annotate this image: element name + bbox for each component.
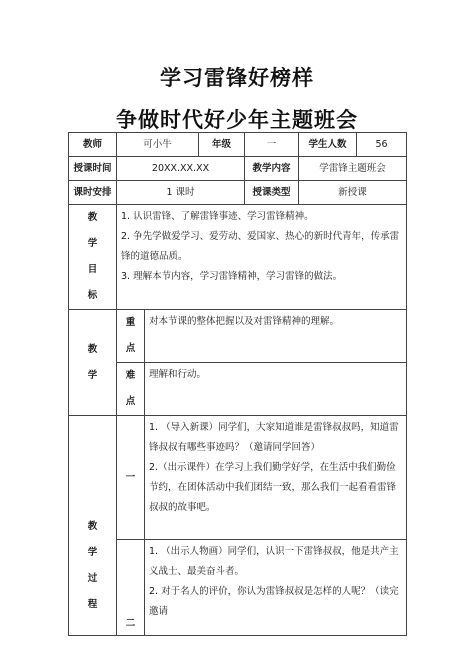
key-point-text: 对本节课的整体把握以及对雷锋精神的理解。 xyxy=(149,316,340,327)
info-row-1 xyxy=(69,133,407,157)
lesson-plan-table xyxy=(68,132,407,636)
process-step-2-row xyxy=(69,540,407,636)
grade-label: 年级 xyxy=(199,133,245,157)
focus-label-char: 学 xyxy=(87,369,98,381)
step-2-item: 1. （出示人物画）同学们，认识一下雷锋叔叔，他是共产主义战士、最美奋斗者。 xyxy=(149,546,399,577)
info-row-2 xyxy=(69,157,407,181)
objectives-label-char: 学 xyxy=(87,238,98,249)
focus-label-char: 教 xyxy=(87,343,98,355)
info-row-3 xyxy=(69,181,407,205)
objectives-content xyxy=(117,205,407,310)
objective-item: 1. 认识雷锋、了解雷锋事迹、学习雷锋精神。 xyxy=(121,211,314,222)
key-point-content xyxy=(145,310,407,363)
objective-item: 3. 理解本节内容，学习雷锋精神，学习雷锋的做法。 xyxy=(121,271,343,282)
key-point-label-char: 重 xyxy=(125,317,136,328)
difficult-point-label-char: 点 xyxy=(125,396,136,407)
step-1-item: 1. （导入新课）同学们，大家知道谁是雷锋叔叔吗，知道雷锋叔叔有哪些事迹吗？（邀请同学回答） xyxy=(149,422,399,453)
process-label-char: 学 xyxy=(87,546,98,558)
process-step-1-row xyxy=(69,416,407,540)
difficult-point-text: 理解和行动。 xyxy=(149,369,207,380)
teacher-value: 可小牛 xyxy=(117,133,199,157)
key-point-label xyxy=(117,310,145,363)
step-1-label: 一 xyxy=(117,416,145,540)
step-2-label: 二 xyxy=(117,540,145,636)
hours-value: 1 课时 xyxy=(117,181,245,205)
process-label-char: 教 xyxy=(87,520,98,532)
difficult-point-label xyxy=(117,363,145,416)
grade-value: 一 xyxy=(245,133,299,157)
title-line-2: 争做时代好少年主题班会 xyxy=(116,108,358,132)
type-label: 授课类型 xyxy=(245,181,299,205)
objectives-row xyxy=(69,205,407,310)
key-point-label-char: 点 xyxy=(125,343,136,354)
difficult-point-content xyxy=(145,363,407,416)
content-value: 学雷锋主题班会 xyxy=(299,157,407,181)
type-value: 新授课 xyxy=(299,181,407,205)
objectives-label-char: 目 xyxy=(87,264,98,275)
hours-label: 课时安排 xyxy=(69,181,117,205)
process-label xyxy=(69,416,117,636)
students-value: 56 xyxy=(357,133,407,157)
content-label: 教学内容 xyxy=(245,157,299,181)
process-label-char: 程 xyxy=(87,598,98,610)
step-2-item: 2. 对于名人的评价，你认为雷锋叔叔是怎样的人呢？（读完邀请 xyxy=(149,586,399,617)
key-point-row xyxy=(69,310,407,363)
objectives-label xyxy=(69,205,117,310)
objectives-label-char: 教 xyxy=(87,212,98,223)
teacher-label: 教师 xyxy=(69,133,117,157)
difficult-point-row xyxy=(69,363,407,416)
students-label: 学生人数 xyxy=(299,133,357,157)
step-1-content xyxy=(145,416,407,540)
step-2-content xyxy=(145,540,407,636)
focus-label xyxy=(69,310,117,416)
time-value: 20XX.XX.XX xyxy=(117,157,245,181)
difficult-point-label-char: 难 xyxy=(125,370,136,381)
objectives-label-char: 标 xyxy=(87,290,98,301)
process-label-char: 过 xyxy=(87,572,98,584)
time-label: 授课时间 xyxy=(69,157,117,181)
objective-item: 2. 争先学做爱学习、爱劳动、爱国家、热心的新时代青年，传承雷锋的道德品质。 xyxy=(121,231,400,262)
step-1-item: 2.（出示课件）在学习上我们勤学好学，在生活中我们勤俭节约，在团体活动中我们团结一致，那么我们一起看看雷锋叔叔的故事吧。 xyxy=(149,462,397,513)
title-line-1: 学习雷锋好榜样 xyxy=(160,66,314,90)
